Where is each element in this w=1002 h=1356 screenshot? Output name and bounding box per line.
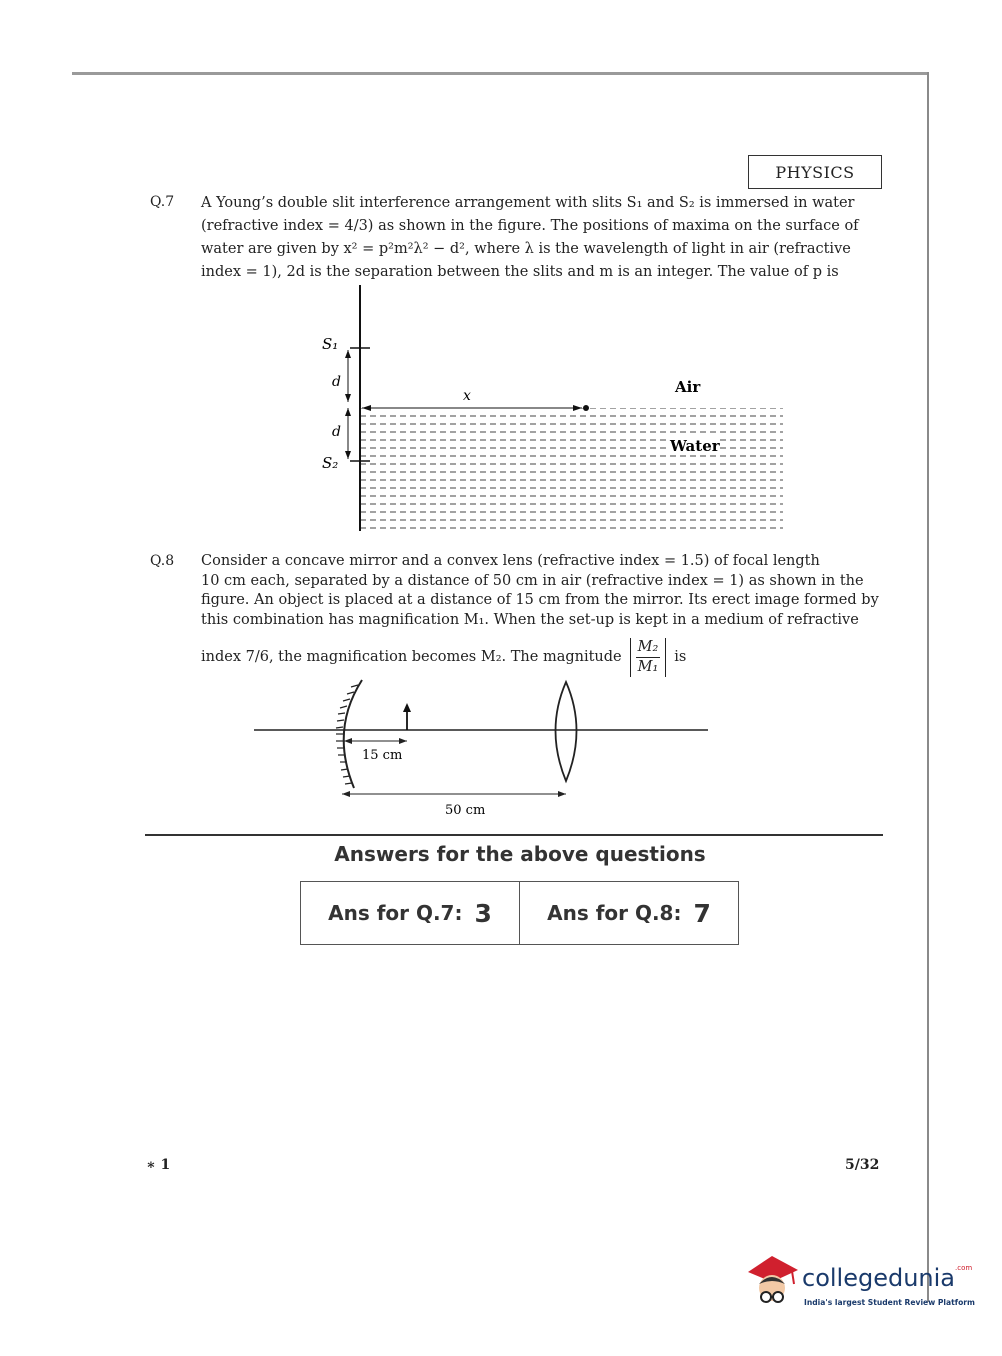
question-number-7: Q.7: [150, 194, 175, 210]
right-border-line: [927, 72, 929, 1302]
question-8-text: [201, 552, 883, 630]
page-number: 5/32: [845, 1157, 880, 1173]
concave-mirror: [344, 680, 362, 788]
label-x: x: [463, 388, 471, 404]
convex-lens: [556, 682, 577, 781]
double-slit-figure: [300, 285, 800, 535]
question-7-text: [201, 192, 883, 284]
subject-label: PHYSICS: [748, 155, 882, 189]
question-8-line-1: Consider a concave mirror and a convex lens (refractive index = 1.5) of focal length: [201, 553, 820, 569]
answer-q7-value: 3: [474, 898, 492, 928]
question-7-line-3: water are given by x² = p²m²λ² − d², where λ is the wavelength of light in air (refractive: [201, 241, 851, 257]
logo-tagline: India's largest Student Review Platform: [804, 1298, 975, 1307]
answers-title: Answers for the above questions: [334, 842, 706, 866]
question-7-line-4: index = 1), 2d is the separation between the slits and m is an integer. The value of p is: [201, 264, 839, 280]
label-s1: S₁: [322, 335, 339, 353]
fraction-denominator: M₁: [637, 658, 659, 675]
question-8-last-line-text: index 7/6, the magnification becomes M₂. The magnitude: [201, 649, 622, 665]
answer-q8-label: Ans for Q.8:: [547, 901, 682, 925]
magnitude-fraction: [630, 638, 667, 677]
label-15cm: 15 cm: [362, 748, 403, 763]
fraction-numerator: M₂: [636, 638, 661, 658]
collegedunia-logo: [742, 1250, 975, 1320]
label-d-upper: d: [332, 374, 341, 390]
answers-separator: [145, 834, 883, 836]
question-number-8: Q.8: [150, 553, 175, 569]
label-air: Air: [675, 378, 701, 396]
label-50cm: 50 cm: [445, 803, 486, 818]
answer-q7-label: Ans for Q.7:: [328, 901, 463, 925]
answer-q8-cell: [519, 882, 738, 944]
answer-q7-cell: [301, 882, 519, 944]
question-7-line-1: A Young’s double slit interference arrangement with slits S₁ and S₂ is immersed in water: [201, 195, 855, 211]
water-region: [360, 408, 783, 531]
question-7-line-2: (refractive index = 4/3) as shown in the figure. The positions of maxima on the surface of: [201, 218, 859, 234]
footer-left-mark: ∗ 1: [146, 1157, 171, 1173]
logo-wordmark: [802, 1264, 972, 1292]
label-s2: S₂: [322, 454, 339, 472]
question-8-last-line: [201, 634, 686, 680]
mascot-icon: [742, 1250, 802, 1314]
answer-q8-value: 7: [693, 898, 711, 928]
question-8-is: is: [674, 649, 687, 665]
label-water: Water: [670, 437, 720, 455]
answers-table: [300, 881, 739, 945]
logo-name: collegedunia: [802, 1264, 956, 1292]
label-d-lower: d: [332, 424, 341, 440]
mirror-lens-figure: [250, 675, 720, 820]
mirror-hatching: [336, 685, 358, 784]
maxima-point: [583, 405, 589, 411]
question-8-line-3: figure. An object is placed at a distance of 15 cm from the mirror. Its erect image formed by: [201, 592, 879, 608]
logo-suffix: .com: [955, 1264, 973, 1272]
question-8-line-4: this combination has magnification M₁. When the set-up is kept in a medium of refractive: [201, 611, 859, 628]
question-8-line-2: 10 cm each, separated by a distance of 50 cm in air (refractive index = 1) as shown in the: [201, 572, 864, 589]
top-border-line: [72, 72, 929, 75]
